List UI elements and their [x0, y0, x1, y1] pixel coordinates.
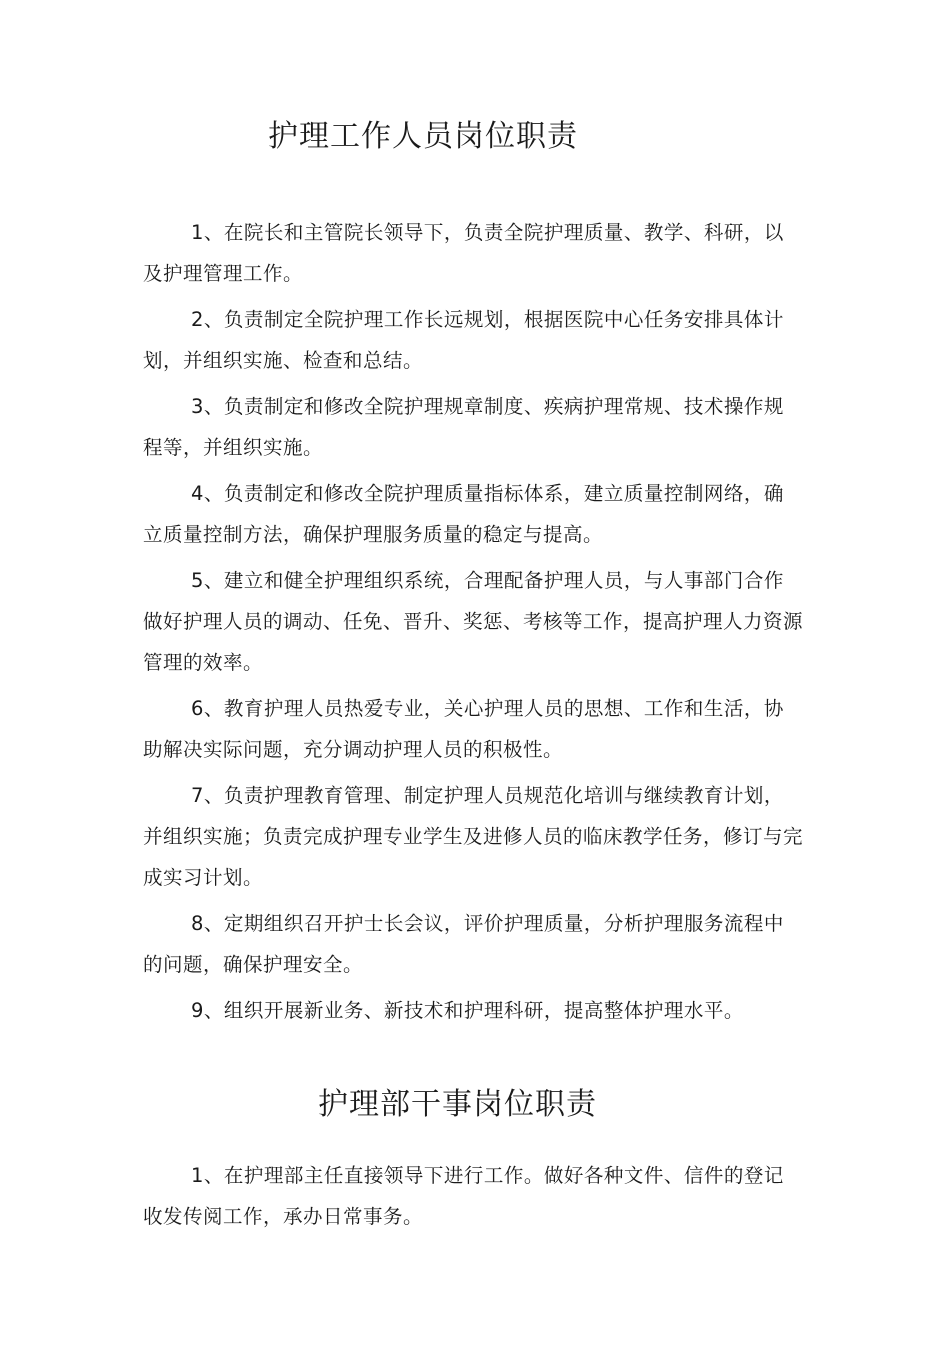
duties-list [143, 212, 803, 1036]
duty-paragraph: 8、定期组织召开护士长会议，评价护理质量，分析护理服务流程中的问题，确保护理安全。 [143, 912, 784, 976]
duty-paragraph: 4、负责制定和修改全院护理质量指标体系，建立质量控制网络，确立质量控制方法，确保护理服务质量的稳定与提高。 [143, 482, 784, 546]
duties-list [143, 1155, 803, 1242]
duty-paragraph: 7、负责护理教育管理、制定护理人员规范化培训与继续教育计划，并组织实施；负责完成护理专业学生及进修人员的临床教学任务，修订与完成实习计划。 [143, 784, 804, 889]
section-title: 护理工作人员岗位职责 [268, 119, 578, 154]
duty-paragraph: 1、在院长和主管院长领导下，负责全院护理质量、教学、科研，以及护理管理工作。 [143, 221, 784, 285]
duty-paragraph: 9、组织开展新业务、新技术和护理科研，提高整体护理水平。 [191, 999, 744, 1022]
duty-paragraph: 1、在护理部主任直接领导下进行工作。做好各种文件、信件的登记收发传阅工作，承办日常事务。 [143, 1164, 784, 1228]
duty-paragraph: 5、建立和健全护理组织系统，合理配备护理人员，与人事部门合作做好护理人员的调动、任免、晋升、奖惩、考核等工作，提高护理人力资源管理的效率。 [143, 569, 804, 674]
duty-paragraph: 3、负责制定和修改全院护理规章制度、疾病护理常规、技术操作规程等，并组织实施。 [143, 395, 784, 459]
section-title: 护理部干事岗位职责 [318, 1087, 597, 1122]
duty-paragraph: 6、教育护理人员热爱专业，关心护理人员的思想、工作和生活，协助解决实际问题，充分调动护理人员的积极性。 [143, 697, 784, 761]
duty-paragraph: 2、负责制定全院护理工作长远规划，根据医院中心任务安排具体计划，并组织实施、检查和总结。 [143, 308, 784, 372]
